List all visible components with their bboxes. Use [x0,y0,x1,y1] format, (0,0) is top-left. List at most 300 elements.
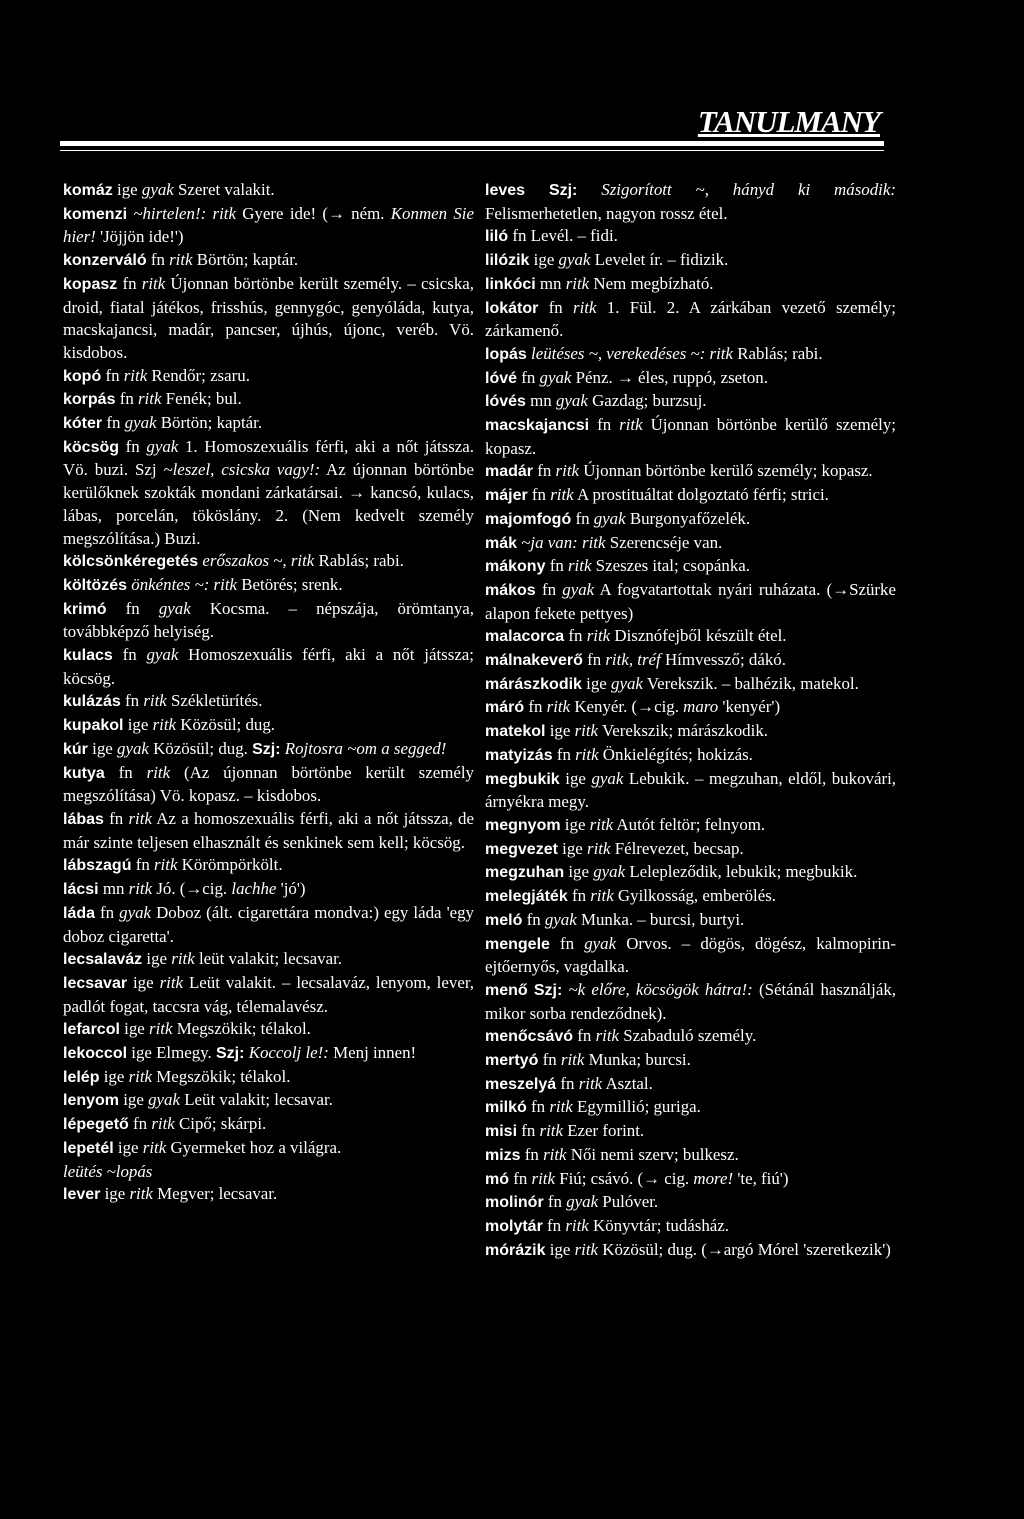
entry-text: Pulóver. [598,1192,659,1212]
entry-text [577,180,601,199]
entry-headword: kúr [63,740,88,758]
entry-headword: lefarcol [63,1021,120,1039]
entry-text: ige [99,1066,129,1086]
entry-headword: mákony [485,558,546,576]
entry-bold-text: Szj: [252,740,281,758]
entry-text: Gyilkosság, emberölés. [613,886,777,906]
entry-text: ige Elmegy. [127,1043,216,1063]
entry-text [525,180,549,199]
dictionary-entry [63,762,474,808]
entry-text: fn [119,436,147,456]
entry-headword: lépegető [63,1116,129,1134]
dictionary-entry [63,738,474,762]
entry-headword: lóvés [485,393,526,411]
entry-text: 'jó') [276,879,306,899]
entry-headword: meszelyá [485,1075,557,1093]
entry-text: Az újonnan börtönbe kerülőknek szokták mondani zárkatársai. → kancsó, kulacs, lábas, porcelán, tököslány. 2. (Nem kedvelt személy megszólítása.) Buzi. [63,460,475,548]
dictionary-entry [485,249,896,273]
entry-italic-text: ritk [619,415,643,435]
entry-headword: komenzi [63,205,128,223]
dictionary-entry [63,1183,474,1207]
dictionary-entry [485,1191,896,1215]
dictionary-entry [63,1113,474,1137]
entry-italic-text: ritk [574,721,599,741]
entry-text: fn [573,1026,596,1046]
dictionary-entry [63,1018,474,1042]
entry-italic-text: Konmen Sie hier! [63,203,475,247]
entry-bold-text: Szj: [548,182,578,199]
dictionary-entry [63,808,474,854]
header-rule-thick [60,141,884,146]
entry-italic-text: gyak [146,436,179,456]
dictionary-entry [63,644,474,690]
entry-italic-text: ritk, tréf [605,650,661,670]
dictionary-entry [485,1239,896,1263]
entry-headword: meló [485,911,523,929]
entry-text: Fenék; bul. [161,389,242,409]
dictionary-entry [485,909,896,933]
dictionary-entry [485,390,896,414]
entry-text: Felismerhetetlen, nagyon rossz étel. [485,203,728,223]
entry-headword: molinór [485,1194,544,1212]
entry-text: Gyermeket hoz a világra. [166,1137,342,1157]
dictionary-entry [485,1096,896,1120]
dictionary-entry [485,343,896,367]
entry-text: fn [117,273,142,293]
entry-italic-text: gyak [158,598,191,618]
entry-headword: kutya [63,764,105,782]
entry-headword: majomfogó [485,510,572,528]
dictionary-entry [485,1144,896,1168]
entry-text: mn [525,391,556,411]
entry-text: Félrevezet, becsap. [610,838,744,858]
entry-italic-text: ritk [565,273,590,293]
entry-italic-text: gyak [539,367,572,387]
entry-text: Disznófejből készült étel. [610,626,787,646]
entry-italic-text: erőszakos ~, ritk [202,551,315,571]
entry-headword: kulázás [63,693,121,711]
entry-text: fn [527,485,551,505]
dictionary-entry [485,696,896,720]
dictionary-entry [63,574,474,598]
entry-headword: lilózik [485,252,530,270]
entry-text: Újonnan börtönbe kerülő személy; kopasz. [485,415,896,458]
entry-italic-text: ritk [578,1073,603,1093]
entry-headword: melegjáték [485,888,568,906]
dictionary-entry [63,249,474,273]
dictionary-entry [63,878,474,902]
entry-text: Jó. (→cig. [152,879,232,899]
dictionary-entry [63,203,474,249]
entry-italic-text: ~hirtelen!: ritk [133,203,236,223]
entry-headword: márászkodik [485,675,582,693]
entry-headword: leves [485,182,526,199]
entry-italic-text: gyak [558,250,591,270]
entry-text: Verekszik; márászkodik. [598,721,768,741]
entry-headword: lecsavar [63,974,128,992]
entry-italic-text: Rojtosra ~om a segged! [284,738,447,758]
entry-italic-text: ritk [587,838,611,858]
entry-text: fn [101,365,124,385]
entry-italic-text: ritk [128,879,153,899]
entry-text: Szeszes ital; csopánka. [591,556,750,576]
entry-text: Megver; lecsavar. [152,1184,278,1204]
entry-text: mn [535,273,566,293]
entry-italic-text: gyak [591,768,624,788]
entry-headword: lopás [485,345,527,363]
entry-text: fn [589,415,620,435]
entry-text: fn [552,744,576,764]
entry-italic-text: ritk [575,744,599,764]
entry-text: Kenyér. (→cig. [570,697,684,717]
dictionary-entry [485,649,896,673]
entry-text: fn [146,250,170,270]
entry-text: Székletürítés. [166,691,263,711]
entry-bold-text: Szj: [216,1045,245,1063]
entry-headword: kupakol [63,717,124,735]
entry-headword: málnakeverő [485,652,583,670]
entry-italic-text: gyak [119,902,152,922]
entry-italic-text: ritk [565,1215,589,1235]
entry-text: fn [120,691,144,711]
dictionary-entry [63,972,474,1018]
dictionary-entry [485,179,896,225]
entry-headword: mórázik [485,1241,546,1259]
entry-italic-text: ritk [560,1050,585,1070]
dictionary-entry [485,673,896,697]
entry-text: Munka; burcsi. [584,1050,691,1070]
entry-text: fn [571,508,594,528]
entry-headword: lóvé [485,369,518,387]
entry-headword: lelép [63,1068,100,1086]
entry-headword: liló [485,228,509,246]
entry-text: Hímvessző; dákó. [660,650,786,670]
entry-headword: költözés [63,576,128,594]
entry-italic-text: gyak [566,1192,599,1212]
entry-text: fn [556,1073,579,1093]
entry-text: ige [559,768,592,788]
entry-text: Önkielégítés; hokizás. [598,744,753,764]
dictionary-entry [63,854,474,878]
dictionary-entry [63,179,474,203]
entry-text: fn [526,1097,550,1117]
dictionary-entry [485,1168,896,1192]
entry-text: mn [98,879,129,899]
entry-text: fn [582,650,606,670]
entry-italic-text: gyak [555,391,588,411]
dictionary-entry [485,768,896,814]
entry-italic-text: ritk [123,365,148,385]
dictionary-entry [485,297,896,343]
entry-text: Verekszik. – balhézik, matekol. [642,673,859,693]
entry-italic-text: ritk [159,972,184,992]
dictionary-entry [63,273,474,365]
entry-text: Rablás; rabi. [733,343,823,363]
entry-text: ige [560,814,590,834]
dictionary-entry [485,720,896,744]
entry-italic-text: gyak [141,180,174,199]
entry-text: Burgonyafőzelék. [625,508,751,528]
entry-text: Közösül; dug. (→argó Mórel 'szeretkezik') [598,1239,891,1259]
entry-text: Egymillió; guriga. [572,1097,701,1117]
dictionary-entry [63,1089,474,1113]
entry-text: fn [517,367,540,387]
entry-headword: mákos [485,581,536,599]
entry-text: Betörés; srenk. [237,574,343,594]
entry-italic-text: ritk [149,1019,173,1039]
entry-headword: macskajancsi [485,417,590,435]
entry-italic-text: gyak [117,738,149,758]
entry-text: A prostituáltat dolgoztató férfi; strici. [573,485,829,505]
entry-headword: megbukik [485,770,560,788]
entry-text: Menj innen! [328,1043,417,1063]
entry-italic-text: ritk [550,485,574,505]
dictionary-entry [485,838,896,862]
entry-italic-text: ritk [153,855,178,875]
header-rule-thin [60,150,884,151]
entry-italic-text: ritk [146,762,171,782]
entry-headword: lepetél [63,1139,114,1157]
dictionary-entry [63,388,474,412]
entry-italic-text: ritk [128,808,152,828]
entry-italic-text: ritk [137,389,162,409]
entry-italic-text: ritk [141,273,166,293]
entry-text: Rendőr; zsaru. [147,365,250,385]
entry-text: fn [112,645,147,665]
dictionary-entry [63,1066,474,1090]
dictionary-entry [485,484,896,508]
entry-headword: lecsalaváz [63,951,143,969]
dictionary-entry [63,1161,474,1184]
dictionary-entry [63,436,474,551]
entry-text: fn [533,461,556,481]
entry-italic-text: ~k előre, köcsögök hátra!: [568,979,753,999]
entry-italic-text: ritk [546,697,571,717]
entry-text: ige [529,250,559,270]
entry-headword: lácsi [63,881,99,899]
entry-text: ige [100,1184,130,1204]
entry-text: ige [557,838,588,858]
entry-headword: lábas [63,810,104,828]
entry-headword: menő [485,981,528,999]
entry-italic-text: gyak [562,579,595,599]
entry-headword: megzuhan [485,864,565,882]
dictionary-entry [485,1073,896,1097]
entry-headword: konzerváló [63,252,147,270]
entry-italic-text: ritk [590,886,614,906]
entry-headword: kulacs [63,647,113,665]
entry-text: fn [102,413,125,433]
dictionary-entry [485,861,896,885]
entry-text: Női nemi szerv; bulkesz. [566,1144,739,1164]
entry-text: Közösül; dug. [176,715,276,735]
left-column [63,179,474,1207]
entry-text: Ezer forint. [563,1121,645,1141]
dictionary-entry [485,579,896,625]
entry-text: Gazdag; burzsuj. [587,391,707,411]
entry-text: Gyere ide! (→ ném. [235,203,391,223]
entry-headword: kopasz [63,275,118,293]
dictionary-entry [485,979,896,1025]
dictionary-entry [485,744,896,768]
entry-headword: mengele [485,935,550,953]
entry-headword: komáz [63,182,113,199]
dictionary-entry [63,948,474,972]
entry-text: Újonnan börtönbe került személy. – csicska, droid, fiatal játékos, frisshús, gennygóc, genyóláda, kutya, macskajancsi, madár, pancser, újhús, újonc, veréb. Vö. kisdobos. [63,273,474,362]
entry-text: Doboz (ált. cigarettára mondva:) egy láda 'egy doboz cigaretta'. [63,902,474,946]
dictionary-entry [485,555,896,579]
entry-text: fn [545,556,568,576]
entry-headword: linkóci [485,275,536,293]
entry-italic-text: ritk [573,297,597,317]
entry-headword: mertyó [485,1052,539,1070]
entry-text: Lelepleződik, lebukik; megbukik. [625,862,858,882]
entry-text: fn [104,762,147,782]
entry-text: ige [545,721,575,741]
entry-headword: krimó [63,600,107,618]
dictionary-entry [63,1137,474,1161]
dictionary-entry [485,814,896,838]
entry-headword: láda [63,904,96,922]
entry-text: Könyvtár; tudásház. [588,1215,730,1235]
dictionary-entry [63,598,474,644]
entry-italic-text: leütéses ~, verekedéses ~: ritk [531,343,733,363]
entry-text: leüt valakit; lecsavar. [194,949,343,969]
entry-text: ige [142,949,172,969]
entry-text: fn [543,1192,567,1212]
dictionary-entry [485,414,896,460]
entry-text: 'kenyér') [718,697,781,717]
entry-italic-text: ritk [531,1168,555,1188]
entry-text: Levelet ír. – fidizik. [590,250,729,270]
entry-text: fn [542,1215,566,1235]
entry-italic-text: ritk [142,1137,167,1157]
entry-headword: lenyom [63,1092,120,1110]
entry-text: 'Jöjjön ide!') [95,227,184,247]
entry-italic-text: ritk [567,556,592,576]
entry-headword: kölcsönkéregetés [63,553,199,571]
entry-headword: korpás [63,391,116,409]
entry-text: fn [538,297,573,317]
entry-text: ige [119,1090,149,1110]
entry-italic-text: ritk [543,1144,567,1164]
dictionary-entry [485,532,896,556]
entry-text: ige [581,673,612,693]
entry-text: Pénz. → éles, ruppó, zseton. [571,367,768,387]
entry-headword: kóter [63,415,103,433]
entry-italic-text: ritk [171,949,195,969]
dictionary-entry [63,412,474,436]
entry-headword: máró [485,699,525,717]
entry-italic-text: Szigorított ~, hányd ki második: [601,180,896,199]
entry-italic-text: gyak [593,862,626,882]
dictionary-entry [485,225,896,249]
entry-italic-text: ritk [151,1114,175,1134]
entry-italic-text: ritk [595,1026,620,1046]
entry-text: ige [545,1239,575,1259]
dictionary-entry [63,365,474,389]
entry-text: Autót feltör; felnyom. [613,814,766,834]
dictionary-entry [485,1120,896,1144]
entry-text: ige [123,715,153,735]
entry-text: Leüt valakit; lecsavar. [180,1090,333,1110]
entry-italic-text: ritk [169,250,193,270]
entry-headword: lábszagú [63,857,132,875]
dictionary-entry [485,885,896,909]
dictionary-entry [485,367,896,391]
dictionary-entry [485,1025,896,1049]
dictionary-entry [63,714,474,738]
entry-italic-text: ritk [586,626,611,646]
entry-italic-text: leütés ~lopás [63,1161,153,1181]
entry-italic-text: ritk [128,1066,153,1086]
entry-headword: megnyom [485,816,561,834]
entry-text: 'te, fiú') [733,1168,789,1188]
page-header-title: TANULMANY [697,104,880,139]
entry-text: Nem megbízható. [589,273,714,293]
entry-text: Megszökik; télakol. [172,1019,311,1039]
entry-text: fn [128,1114,152,1134]
entry-text: Börtön; kaptár. [192,250,299,270]
entry-text: Szerencséje van. [605,532,723,552]
entry-text: Újonnan börtönbe kerülő személy; kopasz. [579,461,873,481]
entry-italic-text: ~leszel, csicska vagy!: [163,460,321,480]
entry-italic-text: gyak [124,413,157,433]
dictionary-entry [63,550,474,574]
entry-text: Közösül; dug. [148,738,253,758]
entry-italic-text: ritk [574,1239,599,1259]
entry-italic-text: maro [683,697,719,717]
entry-headword: mák [485,534,518,552]
entry-headword: menőcsávó [485,1028,574,1046]
entry-headword: lever [63,1186,101,1204]
right-column [485,179,896,1262]
entry-headword: matekol [485,723,546,741]
entry-text: (Sétánál használják, mikor sorba rendeződnek). [485,979,896,1023]
entry-text: (Az újonnan börtönbe került személy megszólítása) Vö. kopasz. – kisdobos. [63,762,474,806]
entry-headword: molytár [485,1217,543,1235]
dictionary-entry [485,1215,896,1239]
entry-italic-text: ritk [549,1097,573,1117]
entry-text: ige [87,738,117,758]
entry-italic-text: gyak [146,645,179,665]
entry-text: Rablás; rabi. [314,551,404,571]
entry-text: ige [113,1137,143,1157]
entry-italic-text: gyak [584,933,617,953]
entry-text: fn [567,886,591,906]
entry-text: Homoszexuális férfi, aki a nőt játssza; köcsög. [63,645,475,688]
entry-italic-text: more! [693,1168,734,1188]
entry-text: fn [95,902,120,922]
entry-text: Cipő; skárpi. [174,1114,267,1134]
entry-text: Munka. – burcsi, burtyi. [576,909,745,929]
entry-text: Leüt valakit. – lecsalaváz, lenyom, lever, padlót fogat, taccsra vág, télemalavész. [63,972,474,1016]
entry-headword: kopó [63,367,102,385]
entry-text: Kocsma. – népszája, örömtanya, továbbképző helyiség. [63,598,474,642]
entry-text: fn [535,579,563,599]
entry-italic-text: gyak [544,909,577,929]
entry-text: fn [538,1050,561,1070]
dictionary-entry [63,690,474,714]
entry-headword: madár [485,463,534,481]
entry-headword: mizs [485,1146,521,1164]
entry-italic-text: ritk [143,691,167,711]
entry-text: fn [131,855,154,875]
entry-text: ige [112,180,142,199]
entry-italic-text: ritk [589,814,614,834]
entry-headword: misi [485,1123,518,1141]
entry-text: fn [106,598,159,618]
